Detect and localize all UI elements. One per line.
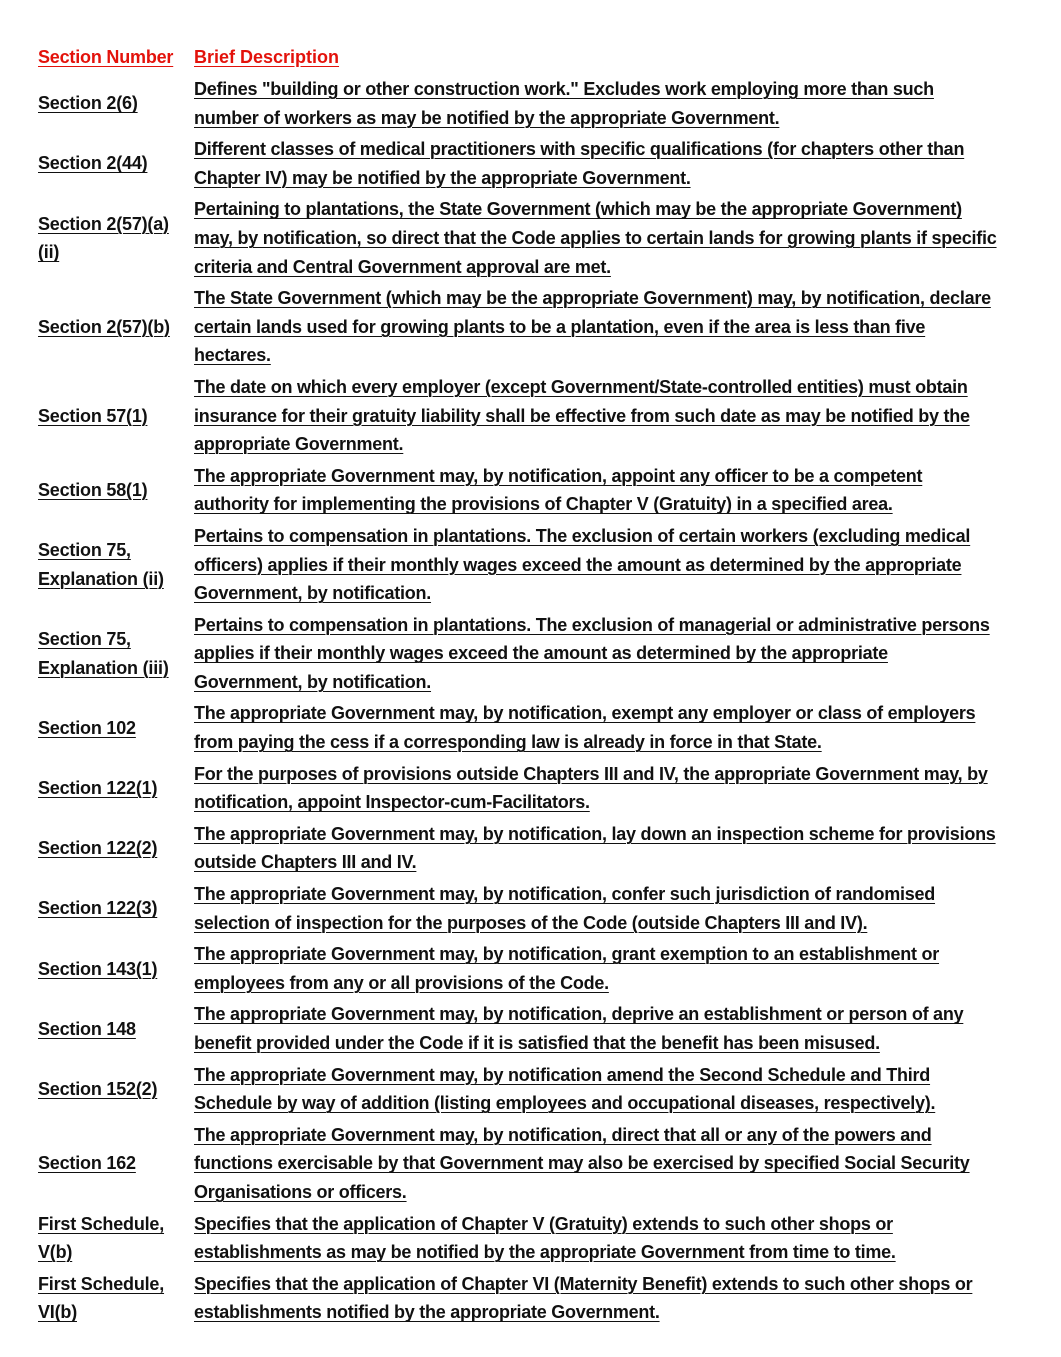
brief-description-cell bbox=[194, 1209, 998, 1269]
section-number: Section 75, Explanation (ii) bbox=[38, 540, 164, 589]
section-number: Section 122(3) bbox=[38, 898, 158, 919]
brief-description-cell bbox=[194, 819, 998, 879]
section-number-cell bbox=[38, 1120, 194, 1209]
section-number-cell bbox=[38, 521, 194, 610]
section-number-cell bbox=[38, 698, 194, 758]
brief-description-cell bbox=[194, 759, 998, 819]
brief-description: Specifies that the application of Chapter V (Gratuity) extends to such other shops or establishments as may be notified by the appropriate Government from time to time. bbox=[194, 1213, 896, 1263]
table-row bbox=[38, 372, 998, 461]
brief-description: Specifies that the application of Chapter VI (Maternity Benefit) extends to such other shops or establishments notified by the appropriate Government. bbox=[194, 1273, 973, 1323]
table-row bbox=[38, 461, 998, 521]
brief-description-cell bbox=[194, 521, 998, 610]
brief-description-cell bbox=[194, 1120, 998, 1209]
section-number-cell bbox=[38, 879, 194, 939]
section-number: Section 57(1) bbox=[38, 405, 148, 426]
section-number: Section 58(1) bbox=[38, 480, 148, 501]
section-number: Section 75, Explanation (iii) bbox=[38, 628, 169, 678]
section-number: First Schedule, V(b) bbox=[38, 1213, 165, 1263]
brief-description: The appropriate Government may, by notification, lay down an inspection scheme for provisions outside Chapters III and IV. bbox=[194, 823, 996, 873]
document-page bbox=[38, 42, 998, 1329]
brief-description-cell bbox=[194, 372, 998, 461]
table-row bbox=[38, 999, 998, 1059]
section-number-cell bbox=[38, 134, 194, 194]
table-row bbox=[38, 610, 998, 699]
notification-sections-table bbox=[38, 42, 998, 1329]
section-number-cell bbox=[38, 1209, 194, 1269]
section-number-cell bbox=[38, 759, 194, 819]
brief-description-cell bbox=[194, 939, 998, 999]
column-header-brief-description: Brief Description bbox=[194, 47, 340, 67]
brief-description: Defines "building or other construction work." Excludes work employing more than such number of workers as may be notified by the appropriate Government. bbox=[194, 79, 934, 128]
brief-description-cell bbox=[194, 283, 998, 372]
section-number-cell bbox=[38, 939, 194, 999]
section-number: Section 143(1) bbox=[38, 958, 158, 979]
table-row bbox=[38, 1269, 998, 1329]
section-number: Section 122(1) bbox=[38, 777, 158, 798]
table-row bbox=[38, 1120, 998, 1209]
table-row bbox=[38, 939, 998, 999]
section-number-cell bbox=[38, 74, 194, 134]
brief-description-cell bbox=[194, 999, 998, 1059]
table-row bbox=[38, 194, 998, 283]
brief-description: The appropriate Government may, by notification, deprive an establishment or person of any benefit provided under the Code if it is satisfied that the benefit has been misused. bbox=[194, 1004, 964, 1053]
section-number: Section 2(57)(a)(ii) bbox=[38, 213, 169, 263]
table-row bbox=[38, 879, 998, 939]
table-row bbox=[38, 698, 998, 758]
brief-description: Different classes of medical practitioners with specific qualifications (for chapters other than Chapter IV) may be notified by the appropriate Government. bbox=[194, 139, 965, 188]
brief-description: The appropriate Government may, by notification, appoint any officer to be a competent authority for implementing the provisions of Chapter V (Gratuity) in a specified area. bbox=[194, 465, 923, 515]
table-row bbox=[38, 283, 998, 372]
section-number: Section 122(2) bbox=[38, 838, 158, 859]
brief-description: The State Government (which may be the appropriate Government) may, by notification, declare certain lands used for growing plants to be a plantation, even if the area is less than five hectares. bbox=[194, 288, 991, 366]
section-number: Section 2(6) bbox=[38, 93, 138, 114]
section-number-cell bbox=[38, 194, 194, 283]
section-number-cell bbox=[38, 819, 194, 879]
brief-description-cell bbox=[194, 461, 998, 521]
brief-description-cell bbox=[194, 1269, 998, 1329]
brief-description-cell bbox=[194, 610, 998, 699]
section-number-cell bbox=[38, 999, 194, 1059]
table-row bbox=[38, 134, 998, 194]
table-row bbox=[38, 759, 998, 819]
brief-description: Pertains to compensation in plantations. The exclusion of certain workers (excluding medical officers) applies if their monthly wages exceed the amount as determined by the appropriate Government, by notification. bbox=[194, 525, 971, 604]
table-row bbox=[38, 521, 998, 610]
table-row bbox=[38, 1060, 998, 1120]
brief-description-cell bbox=[194, 74, 998, 134]
brief-description: The appropriate Government may, by notification amend the Second Schedule and Third Schedule by way of addition (listing employees and occupational diseases, respectively). bbox=[194, 1064, 936, 1114]
brief-description: The date on which every employer (except Government/State-controlled entities) must obtain insurance for their gratuity liability shall be effective from such date as may be notified by the appropriate Government. bbox=[194, 376, 970, 455]
section-number: Section 102 bbox=[38, 717, 136, 738]
brief-description-cell bbox=[194, 194, 998, 283]
section-number: Section 2(44) bbox=[38, 153, 148, 174]
column-header-section-number: Section Number bbox=[38, 47, 174, 67]
brief-description: The appropriate Government may, by notification, confer such jurisdiction of randomised selection of inspection for the purposes of the Code (outside Chapters III and IV). bbox=[194, 884, 936, 933]
brief-description: The appropriate Government may, by notification, exempt any employer or class of employers from paying the cess if a corresponding law is already in force in that State. bbox=[194, 703, 976, 753]
brief-description-cell bbox=[194, 698, 998, 758]
section-number: Section 152(2) bbox=[38, 1078, 158, 1099]
table-row bbox=[38, 819, 998, 879]
section-number-cell bbox=[38, 461, 194, 521]
table-row bbox=[38, 74, 998, 134]
section-number-cell bbox=[38, 1060, 194, 1120]
brief-description: Pertaining to plantations, the State Government (which may be the appropriate Government) may, by notification, so direct that the Code applies to certain lands for growing plants if specific criteria and Central Government approval are met. bbox=[194, 199, 997, 277]
section-number-cell bbox=[38, 372, 194, 461]
section-number: Section 162 bbox=[38, 1153, 136, 1174]
table-header bbox=[38, 42, 998, 74]
brief-description: The appropriate Government may, by notification, grant exemption to an establishment or employees from any or all provisions of the Code. bbox=[194, 944, 940, 993]
section-number-cell bbox=[38, 283, 194, 372]
brief-description-cell bbox=[194, 1060, 998, 1120]
brief-description-cell bbox=[194, 879, 998, 939]
section-number: Section 148 bbox=[38, 1018, 136, 1039]
brief-description: The appropriate Government may, by notification, direct that all or any of the powers and functions exercisable by that Government may also be exercised by specified Social Security Organisations or officers. bbox=[194, 1124, 970, 1202]
brief-description: For the purposes of provisions outside Chapters III and IV, the appropriate Government may, by notification, appoint Inspector-cum-Facilitators. bbox=[194, 763, 988, 813]
brief-description: Pertains to compensation in plantations. The exclusion of managerial or administrative persons applies if their monthly wages exceed the amount as determined by the appropriate Government, by notification. bbox=[194, 614, 990, 692]
brief-description-cell bbox=[194, 134, 998, 194]
section-number: Section 2(57)(b) bbox=[38, 316, 170, 337]
section-number: First Schedule, VI(b) bbox=[38, 1273, 165, 1323]
section-number-cell bbox=[38, 1269, 194, 1329]
section-number-cell bbox=[38, 610, 194, 699]
table-row bbox=[38, 1209, 998, 1269]
table-body bbox=[38, 74, 998, 1329]
